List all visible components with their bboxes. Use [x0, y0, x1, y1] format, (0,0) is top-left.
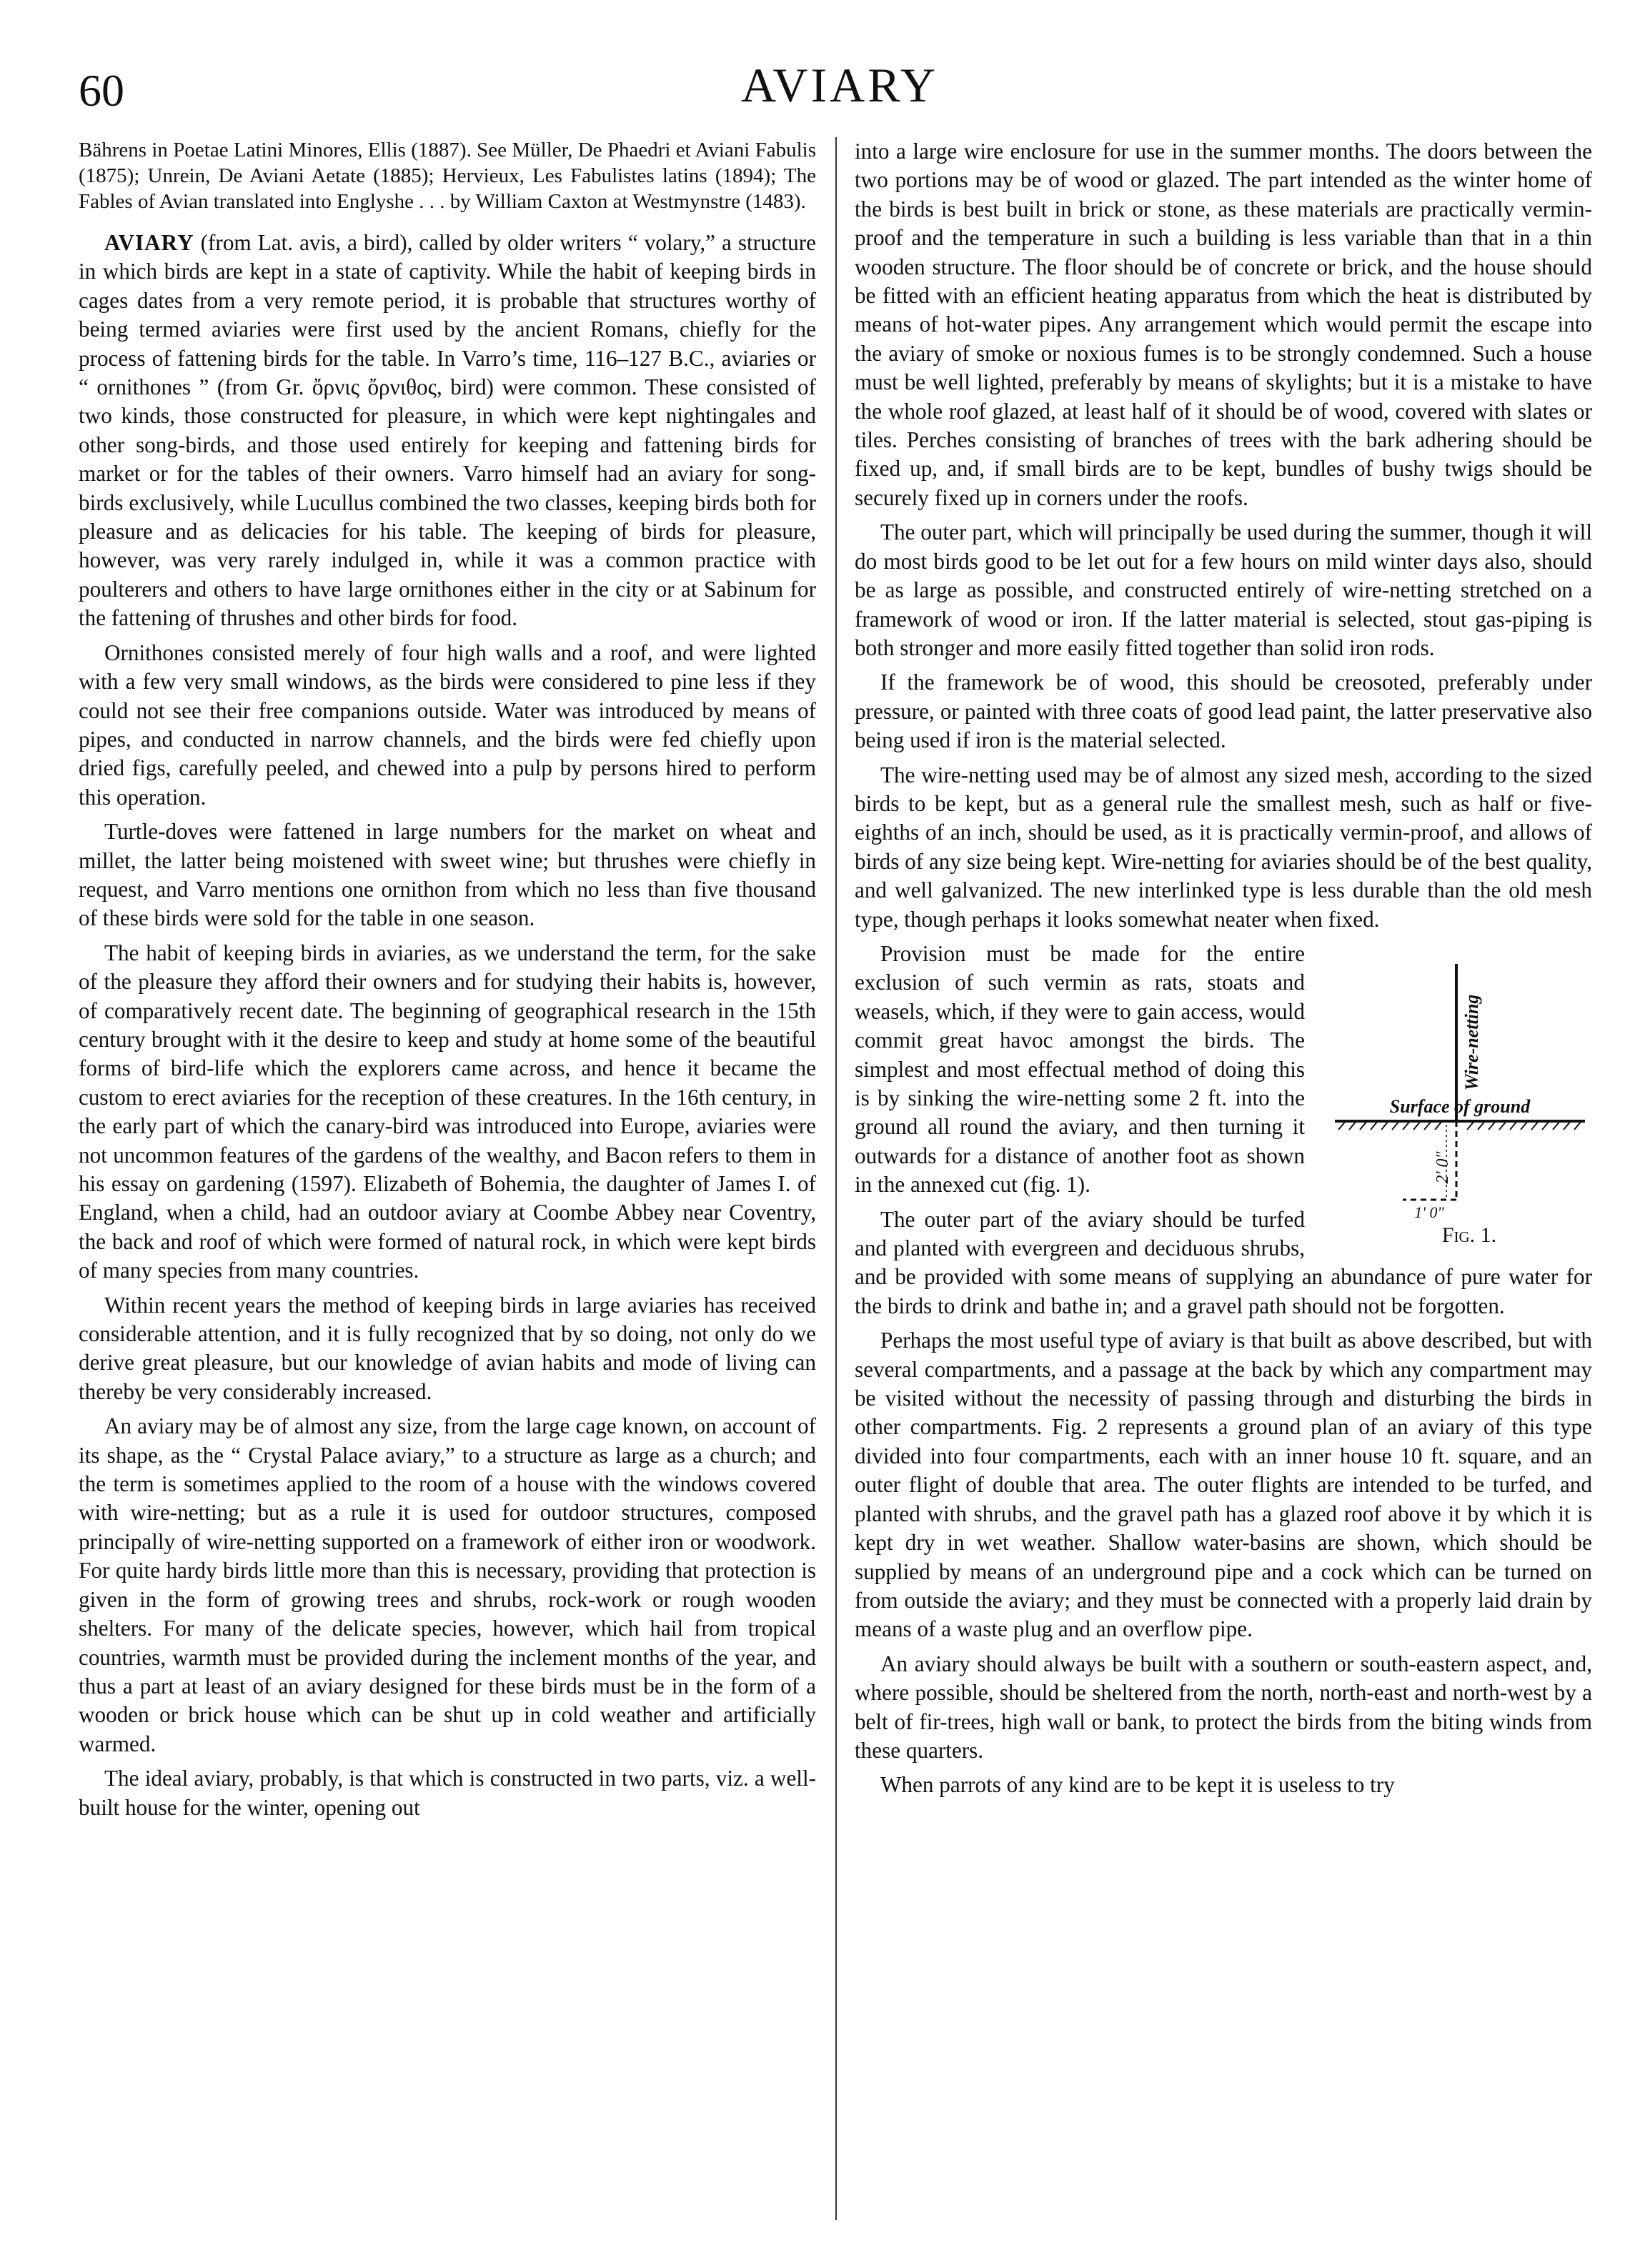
paragraph-text: Provision must be made for the entire exclusion of such vermin as rats, stoats and weasels, which, if they were to gain access, would commit great havoc amongst the birds. The simplest and most effectual method of doing this is by sinking the wire-netting some 2 ft. into the ground all round the aviary, and then turning it outwards for a distance of another foot as shown in the annexed cut (fig. 1). [855, 940, 1305, 1198]
paragraph [79, 229, 816, 633]
paragraph: If the framework be of wood, this should be creosoted, preferably under pressure, or painted with three coats of good lead paint, the latter preservative also being used if iron is the material selected. [855, 670, 1592, 753]
paragraph-text: (from Lat. avis, a bird), called by older writers “ volary,” a structure in which birds are kept in a state of captivity. While the habit of keeping birds in cages dates from a very remote period, it is probable that structures worthy of being termed aviaries were first used by the ancient Romans, chiefly for the process of fattening birds for the table. In Varro’s time, 116–127 B.C., aviaries or “ ornithones ” (from Gr. ὄρνις ὄρνιθος, bird) were common. These consisted of two kinds, those constructed for pleasure, in which were kept nightingales and other song-birds, and those used entirely for keeping and fattening birds for market or for the tables of their owners. Varro himself had an aviary for song-birds exclusively, while Lucullus combined the two classes, keeping birds both for pleasure and as delicacies for his table. The keeping of birds for pleasure, however, was very rarely indulged in, while it was a common practice with poulterers and others to have large ornithones either in the city or at Sabinum for the fattening of thrushes and other birds for food. [79, 230, 816, 631]
right-column [855, 137, 1592, 1806]
paragraph: Ornithones consisted merely of four high walls and a roof, and were lighted with a few very small windows, as the birds were considered to pine less if they could not see their free companions outside. Water was introduced by means of pipes, and conducted in narrow channels, and the birds were fed chiefly upon dried figs, carefully peeled, and chewed into a pulp by persons hired to perform this operation. [79, 640, 816, 810]
paragraph: An aviary should always be built with a southern or south-eastern aspect, and, where possible, should be sheltered from the north, north-east and north-west by a belt of fir-trees, high wall or bank, to protect the birds from the biting winds from these quarters. [855, 1651, 1592, 1763]
wire-netting-label: Wire-netting [1461, 994, 1482, 1091]
running-title: AVIARY [741, 58, 938, 112]
page-header [79, 57, 1601, 129]
paragraph: The ideal aviary, probably, is that which is constructed in two parts, viz. a well-built house for the winter, opening out [79, 1766, 816, 1820]
paragraph: An aviary may be of almost any size, from the large cage known, on account of its shape, as the “ Crystal Palace aviary,” to a structure as large as a church; and the term is sometimes applied to the room of a house with the windows covered with wire-netting; but as a rule it is used for outdoor structures, composed principally of wire-netting supported on a framework of either iron or woodwork. For quite hardy birds little more than this is necessary, providing that protection is given in the form of growing trees and shrubs, rock-work or rough wooden shelters. For many of the delicate species, however, which hail from tropical countries, warmth must be provided during the inclement months of the year, and thus a part at least of an aviary designed for these birds must be in the form of a wooden or brick house which can be shut up in cold weather and artificially warmed. [79, 1413, 816, 1756]
article-headword: AVIARY [104, 230, 194, 255]
figure-wire-netting-diagram [1321, 942, 1592, 1250]
bibliography-note: Bährens in Poetae Latini Minores, Ellis (1887). See Müller, De Phaedri et Aviani Fabulis (1875); Unrein, De Aviani Aetate (1885); Hervieux, Les Fabulistes latins (1894); The Fables of Avian translated into Englyshe . . . by William Caxton at Westmynstre (1483). [79, 139, 816, 213]
paragraph: When parrots of any kind are to be kept it is useless to try [880, 1772, 1395, 1798]
width-label: 1' 0" [1414, 1203, 1444, 1221]
paragraph: The habit of keeping birds in aviaries, as we understand the term, for the sake of the pleasure they afford their owners and for studying their habits is, however, of comparatively recent date. The beginning of geographical research in the 15th century brought with it the desire to keep and study at home some of the beautiful forms of bird-life which the explorers came across, and hence it became the custom to erect aviaries for the reception of these creatures. In the 16th century, in the early part of which the canary-bird was introduced into Europe, aviaries were not uncommon features of the gardens of the wealthy, and Bacon refers to them in his essay on gardening (1597). Elizabeth of Bohemia, the daughter of James I. of England, when a child, had an outdoor aviary at Coombe Abbey near Coventry, the back and roof of which were formed of natural rock, in which were kept birds of many species from many countries. [79, 940, 816, 1283]
column-divider [835, 137, 837, 2220]
paragraph: Within recent years the method of keeping birds in large aviaries has received considerable attention, and it is fully recognized that by so doing, not only do we derive great pleasure, but our knowledge of avian habits and mode of living can thereby be very considerably increased. [79, 1292, 816, 1404]
ground-surface-label: Surface of ground [1389, 1095, 1531, 1117]
paragraph: into a large wire enclosure for use in the summer months. The doors between the two portions may be of wood or glazed. The part intended as the winter home of the birds is best built in brick or stone, as these materials are practically vermin-proof and the temperature in such a building is less variable than that in a thin wooden structure. The floor should be of concrete or brick, and the house should be fitted with an efficient heating apparatus from which the heat is distributed by means of hot-water pipes. Any arrangement which would permit the escape into the aviary of smoke or noxious fumes is to be strongly condemned. Such a house must be well lighted, preferably by means of skylights; but it is a mistake to have the whole roof glazed, at least half of it should be of wood, covered with slates or tiles. Perches consisting of branches of trees with the bark adhering should be fixed up, and, if small birds are to be kept, bundles of bushy twigs should be securely fixed up in corners under the roofs. [855, 139, 1592, 510]
paragraph: Turtle-doves were fattened in large numbers for the market on wheat and millet, the latter being moistened with sweet wine; but thrushes were chiefly in request, and Varro mentions one ornithon from which no less than five thousand of these birds were sold for the table in one season. [79, 819, 816, 931]
paragraph [855, 940, 1592, 1247]
page-number: 60 [79, 65, 124, 116]
wire-netting-diagram [1321, 942, 1592, 1221]
paragraph: The outer part, which will principally be used during the summer, though it will do most birds good to be let out for a few hours on mild winter days also, should be as large as possible, and constructed entirely of wire-netting stretched on a framework of wood or iron. If the latter material is selected, stout gas-piping is both stronger and more easily fitted together than solid iron rods. [855, 519, 1592, 660]
figure-caption: Fig. 1. [1441, 1223, 1497, 1247]
paragraph: The wire-netting used may be of almost any sized mesh, according to the sized birds to be kept, but as a general rule the smallest mesh, such as half or five-eighths of an inch, should be used, as it is practically vermin-proof, and allows of birds of any size being kept. Wire-netting for aviaries should be of the best quality, and well galvanized. The new interlinked type is less durable than the old mesh type, though perhaps it looks somewhat neater when fixed. [855, 762, 1592, 932]
paragraph: The outer part of the aviary should be turfed and planted with evergreen and deciduous shrubs, and be provided with some means of supplying an abundance of pure water for the birds to drink and bathe in; and a gravel path should not be forgotten. [855, 1206, 1592, 1318]
depth-label: 2' 0" [1433, 1151, 1452, 1184]
left-column [79, 137, 816, 1828]
paragraph: Perhaps the most useful type of aviary is that built as above described, but with several compartments, and a passage at the back by which any compartment may be visited without the necessity of passing through and disturbing the birds in other compartments. Fig. 2 represents a ground plan of an aviary of this type divided into four compartments, each with an inner house 10 ft. square, and an outer flight of double that area. The outer flights are intended to be turfed, and planted with shrubs, and the gravel path has a glazed roof above it by which it is kept dry in wet weather. Shallow water-basins are shown, which should be supplied by means of an underground pipe and a cock which can be turned on from outside the aviary; and they must be connected with a properly laid drain by means of a waste plug and an overflow pipe. [855, 1328, 1592, 1642]
